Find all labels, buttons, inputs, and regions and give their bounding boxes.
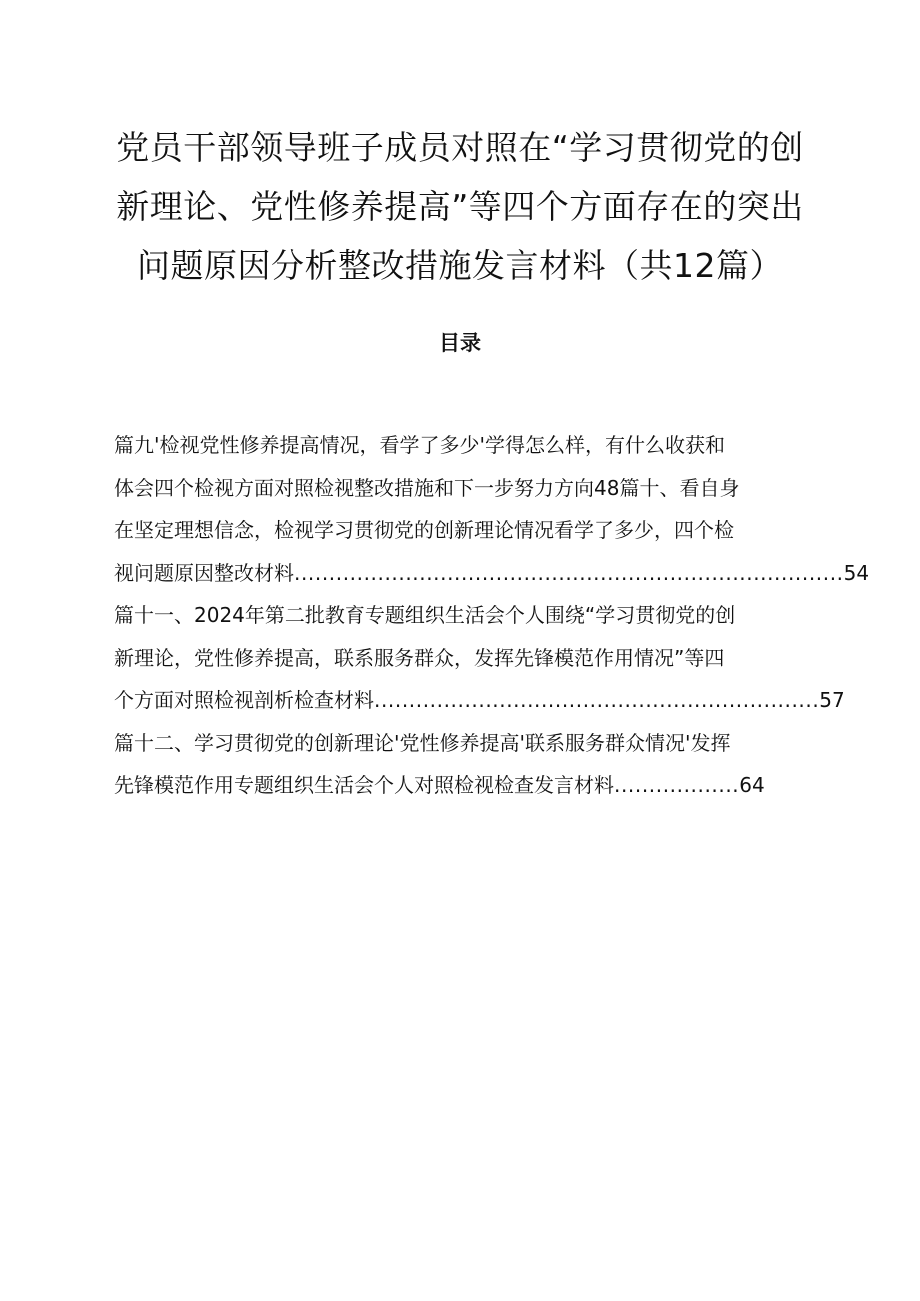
- toc-line-text: 篇十二、学习贯彻党的创新理论'党性修养提高'联系服务群众情况'发挥: [114, 730, 731, 755]
- toc-line-text: 体会四个检视方面对照检视整改措施和下一步努力方向48篇十、看自身: [114, 475, 740, 500]
- toc-line-text: 个方面对照检视剖析检查材料: [114, 688, 374, 712]
- title-line-2: 新理论、党性修养提高”等四个方面存在的突出: [116, 187, 804, 226]
- table-of-contents: [114, 424, 870, 807]
- title-line-3: 问题原因分析整改措施发言材料（共12篇）: [137, 246, 783, 285]
- toc-line: [114, 722, 844, 765]
- toc-page-number: 64: [739, 773, 765, 797]
- toc-line: [114, 467, 844, 510]
- toc-line: [114, 509, 844, 552]
- toc-line-text: 新理论，党性修养提高，联系服务群众，发挥先锋模范作用情况”等四: [114, 645, 725, 670]
- toc-dot-leader: ..................: [614, 773, 740, 797]
- toc-line: [114, 424, 844, 467]
- toc-heading: 目录: [439, 331, 481, 355]
- toc-page-number: 54: [843, 560, 870, 585]
- toc-line: [114, 637, 844, 680]
- toc-line-text: 视问题原因整改材料: [114, 560, 294, 585]
- toc-line-text: 先锋模范作用专题组织生活会个人对照检视检查发言材料: [114, 773, 614, 797]
- toc-line-text: 篇十一、2024年第二批教育专题组织生活会个人围绕“学习贯彻党的创: [114, 603, 736, 627]
- toc-page-number: 57: [819, 688, 845, 712]
- toc-line-text: 篇九'检视党性修养提高情况，看学了多少'学得怎么样，有什么收获和: [114, 433, 725, 457]
- title-line-1: 党员干部领导班子成员对照在“学习贯彻党的创: [116, 128, 804, 167]
- toc-entry-last-line[interactable]: [114, 764, 844, 807]
- toc-dot-leader: ................................................................: [374, 688, 820, 712]
- toc-line: [114, 594, 844, 637]
- toc-line-text: 在坚定理想信念，检视学习贯彻党的创新理论情况看学了多少，四个检: [114, 518, 734, 542]
- toc-dot-leader: ...............................................................................: [294, 560, 844, 585]
- toc-entry-last-line[interactable]: [114, 552, 870, 595]
- toc-entry-last-line[interactable]: [114, 679, 844, 722]
- document-title: [100, 118, 820, 295]
